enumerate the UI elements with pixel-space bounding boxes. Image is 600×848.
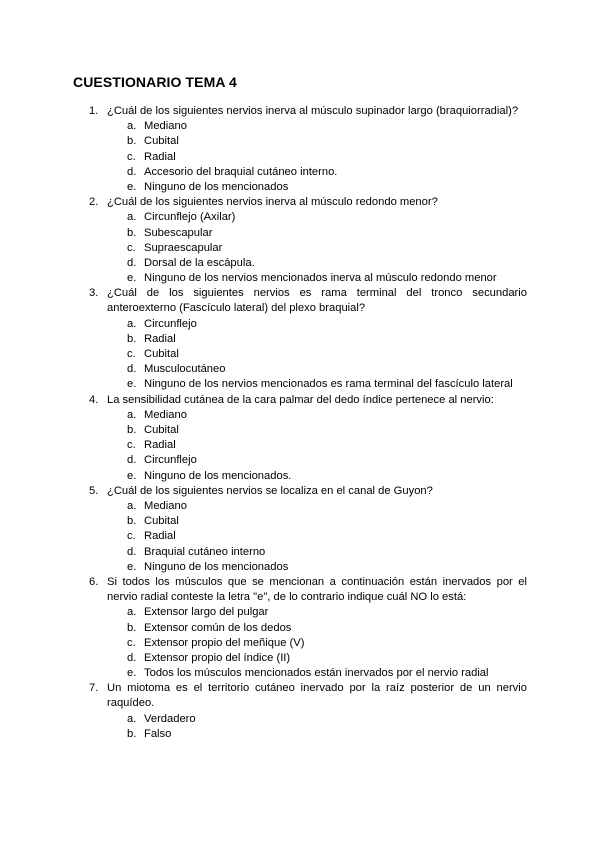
option-letter: d.	[127, 165, 137, 178]
page-title: CUESTIONARIO TEMA 4	[73, 74, 237, 90]
question-6	[0, 575, 600, 681]
question-text: La sensibilidad cutánea de la cara palmar del dedo índice pertenece al nervio:	[107, 393, 494, 406]
question-5	[0, 484, 600, 575]
option-letter: d.	[127, 651, 137, 664]
option-letter: a.	[127, 317, 137, 330]
option-letter: e.	[127, 180, 137, 193]
question-number: 4.	[89, 393, 99, 406]
option-letter: e.	[127, 560, 137, 573]
option-letter: a.	[127, 712, 137, 725]
option-text: Circunflejo	[144, 317, 197, 330]
option-b	[0, 226, 600, 241]
option-a	[0, 210, 600, 225]
option-b	[0, 727, 600, 742]
question-number: 2.	[89, 196, 99, 209]
option-text: Radial	[144, 530, 176, 543]
option-a	[0, 712, 600, 727]
question-number: 6.	[89, 575, 99, 588]
option-text: Supraescapular	[144, 241, 223, 254]
option-text: Extensor largo del pulgar	[144, 606, 269, 619]
option-text: Verdadero	[144, 712, 196, 725]
option-c	[0, 636, 600, 651]
option-letter: c.	[127, 530, 136, 543]
question-list	[0, 104, 600, 742]
question-number: 5.	[89, 484, 99, 497]
option-c	[0, 529, 600, 544]
option-d	[0, 651, 600, 666]
option-letter: d.	[127, 454, 137, 467]
option-letter: d.	[127, 545, 137, 558]
option-c	[0, 347, 600, 362]
option-text: Ninguno de los mencionados.	[144, 469, 292, 482]
option-letter: e.	[127, 667, 137, 680]
question-text: Un miotoma es el territorio cutáneo inervado por la raíz posterior de un nervio raquídeo.	[107, 682, 527, 710]
option-letter: b.	[127, 424, 137, 437]
option-list	[0, 712, 600, 742]
option-b	[0, 134, 600, 149]
option-list	[0, 210, 600, 286]
option-b	[0, 423, 600, 438]
option-letter: e.	[127, 378, 137, 391]
option-a	[0, 317, 600, 332]
option-text: Cubital	[144, 135, 179, 148]
question-text: ¿Cuál de los siguientes nervios inerva al músculo redondo menor?	[107, 196, 438, 209]
option-letter: a.	[127, 499, 137, 512]
option-e	[0, 469, 600, 484]
option-letter: a.	[127, 408, 137, 421]
option-text: Mediano	[144, 408, 187, 421]
option-letter: c.	[127, 348, 136, 361]
option-b	[0, 332, 600, 347]
option-letter: a.	[127, 606, 137, 619]
option-b	[0, 514, 600, 529]
question-number: 1.	[89, 105, 99, 117]
option-letter: c.	[127, 241, 136, 254]
option-text: Cubital	[144, 348, 179, 361]
option-text: Ninguno de los nervios mencionados es rama terminal del fascículo lateral	[144, 378, 513, 391]
option-c	[0, 150, 600, 165]
option-text: Radial	[144, 150, 176, 163]
option-letter: c.	[127, 150, 136, 163]
option-letter: e.	[127, 272, 137, 285]
option-text: Ninguno de los mencionados	[144, 560, 289, 573]
option-letter: b.	[127, 135, 137, 148]
option-text: Cubital	[144, 515, 179, 528]
option-d	[0, 545, 600, 560]
option-e	[0, 666, 600, 681]
option-text: Extensor propio del meñique (V)	[144, 636, 305, 649]
question-number: 7.	[89, 682, 99, 695]
option-text: Ninguno de los nervios mencionados inerva al músculo redondo menor	[144, 272, 497, 285]
question-4	[0, 393, 600, 484]
option-text: Extensor propio del índice (II)	[144, 651, 291, 664]
option-d	[0, 453, 600, 468]
option-letter: d.	[127, 363, 137, 376]
option-d	[0, 256, 600, 271]
option-d	[0, 165, 600, 180]
question-text: Si todos los músculos que se mencionan a continuación están inervados por el nervio radial conteste la letra "e", de lo contrario indique cuál NO lo está:	[107, 575, 527, 604]
option-list	[0, 499, 600, 575]
option-text: Todos los músculos mencionados están inervados por el nervio radial	[144, 667, 489, 680]
option-letter: b.	[127, 332, 137, 345]
option-letter: b.	[127, 621, 137, 634]
option-text: Falso	[144, 727, 172, 740]
option-list	[0, 317, 600, 393]
question-text: ¿Cuál de los siguientes nervios se localiza en el canal de Guyon?	[107, 484, 433, 497]
option-list	[0, 119, 600, 195]
option-a	[0, 605, 600, 620]
question-1	[0, 104, 600, 195]
option-text: Mediano	[144, 499, 187, 512]
option-letter: b.	[127, 226, 137, 239]
option-letter: b.	[127, 727, 137, 740]
option-text: Radial	[144, 332, 176, 345]
question-2	[0, 195, 600, 286]
option-e	[0, 377, 600, 392]
option-text: Braquial cutáneo interno	[144, 545, 266, 558]
option-c	[0, 241, 600, 256]
question-text: ¿Cuál de los siguientes nervios es rama terminal del tronco secundario anteroexterno (Fascículo lateral) del plexo braquial?	[107, 287, 527, 315]
option-letter: a.	[127, 120, 137, 133]
option-text: Mediano	[144, 120, 187, 133]
option-list	[0, 408, 600, 484]
option-letter: c.	[127, 636, 136, 649]
option-letter: b.	[127, 515, 137, 528]
option-d	[0, 362, 600, 377]
option-text: Dorsal de la escápula.	[144, 256, 255, 269]
option-e	[0, 271, 600, 286]
option-text: Circunflejo (Axilar)	[144, 211, 236, 224]
option-text: Radial	[144, 439, 176, 452]
option-text: Musculocutáneo	[144, 363, 226, 376]
question-7	[0, 681, 600, 742]
option-e	[0, 560, 600, 575]
option-a	[0, 408, 600, 423]
option-text: Accesorio del braquial cutáneo interno.	[144, 165, 338, 178]
question-number: 3.	[89, 287, 99, 300]
option-c	[0, 438, 600, 453]
option-letter: d.	[127, 256, 137, 269]
option-e	[0, 180, 600, 195]
question-text: ¿Cuál de los siguientes nervios inerva al músculo supinador largo (braquiorradial)?	[107, 105, 519, 117]
option-a	[0, 119, 600, 134]
option-letter: e.	[127, 469, 137, 482]
option-text: Subescapular	[144, 226, 213, 239]
option-a	[0, 499, 600, 514]
option-letter: a.	[127, 211, 137, 224]
option-b	[0, 621, 600, 636]
option-text: Ninguno de los mencionados	[144, 180, 289, 193]
option-list	[0, 605, 600, 681]
option-text: Extensor común de los dedos	[144, 621, 292, 634]
option-text: Circunflejo	[144, 454, 197, 467]
option-letter: c.	[127, 439, 136, 452]
question-3	[0, 286, 600, 392]
option-text: Cubital	[144, 424, 179, 437]
